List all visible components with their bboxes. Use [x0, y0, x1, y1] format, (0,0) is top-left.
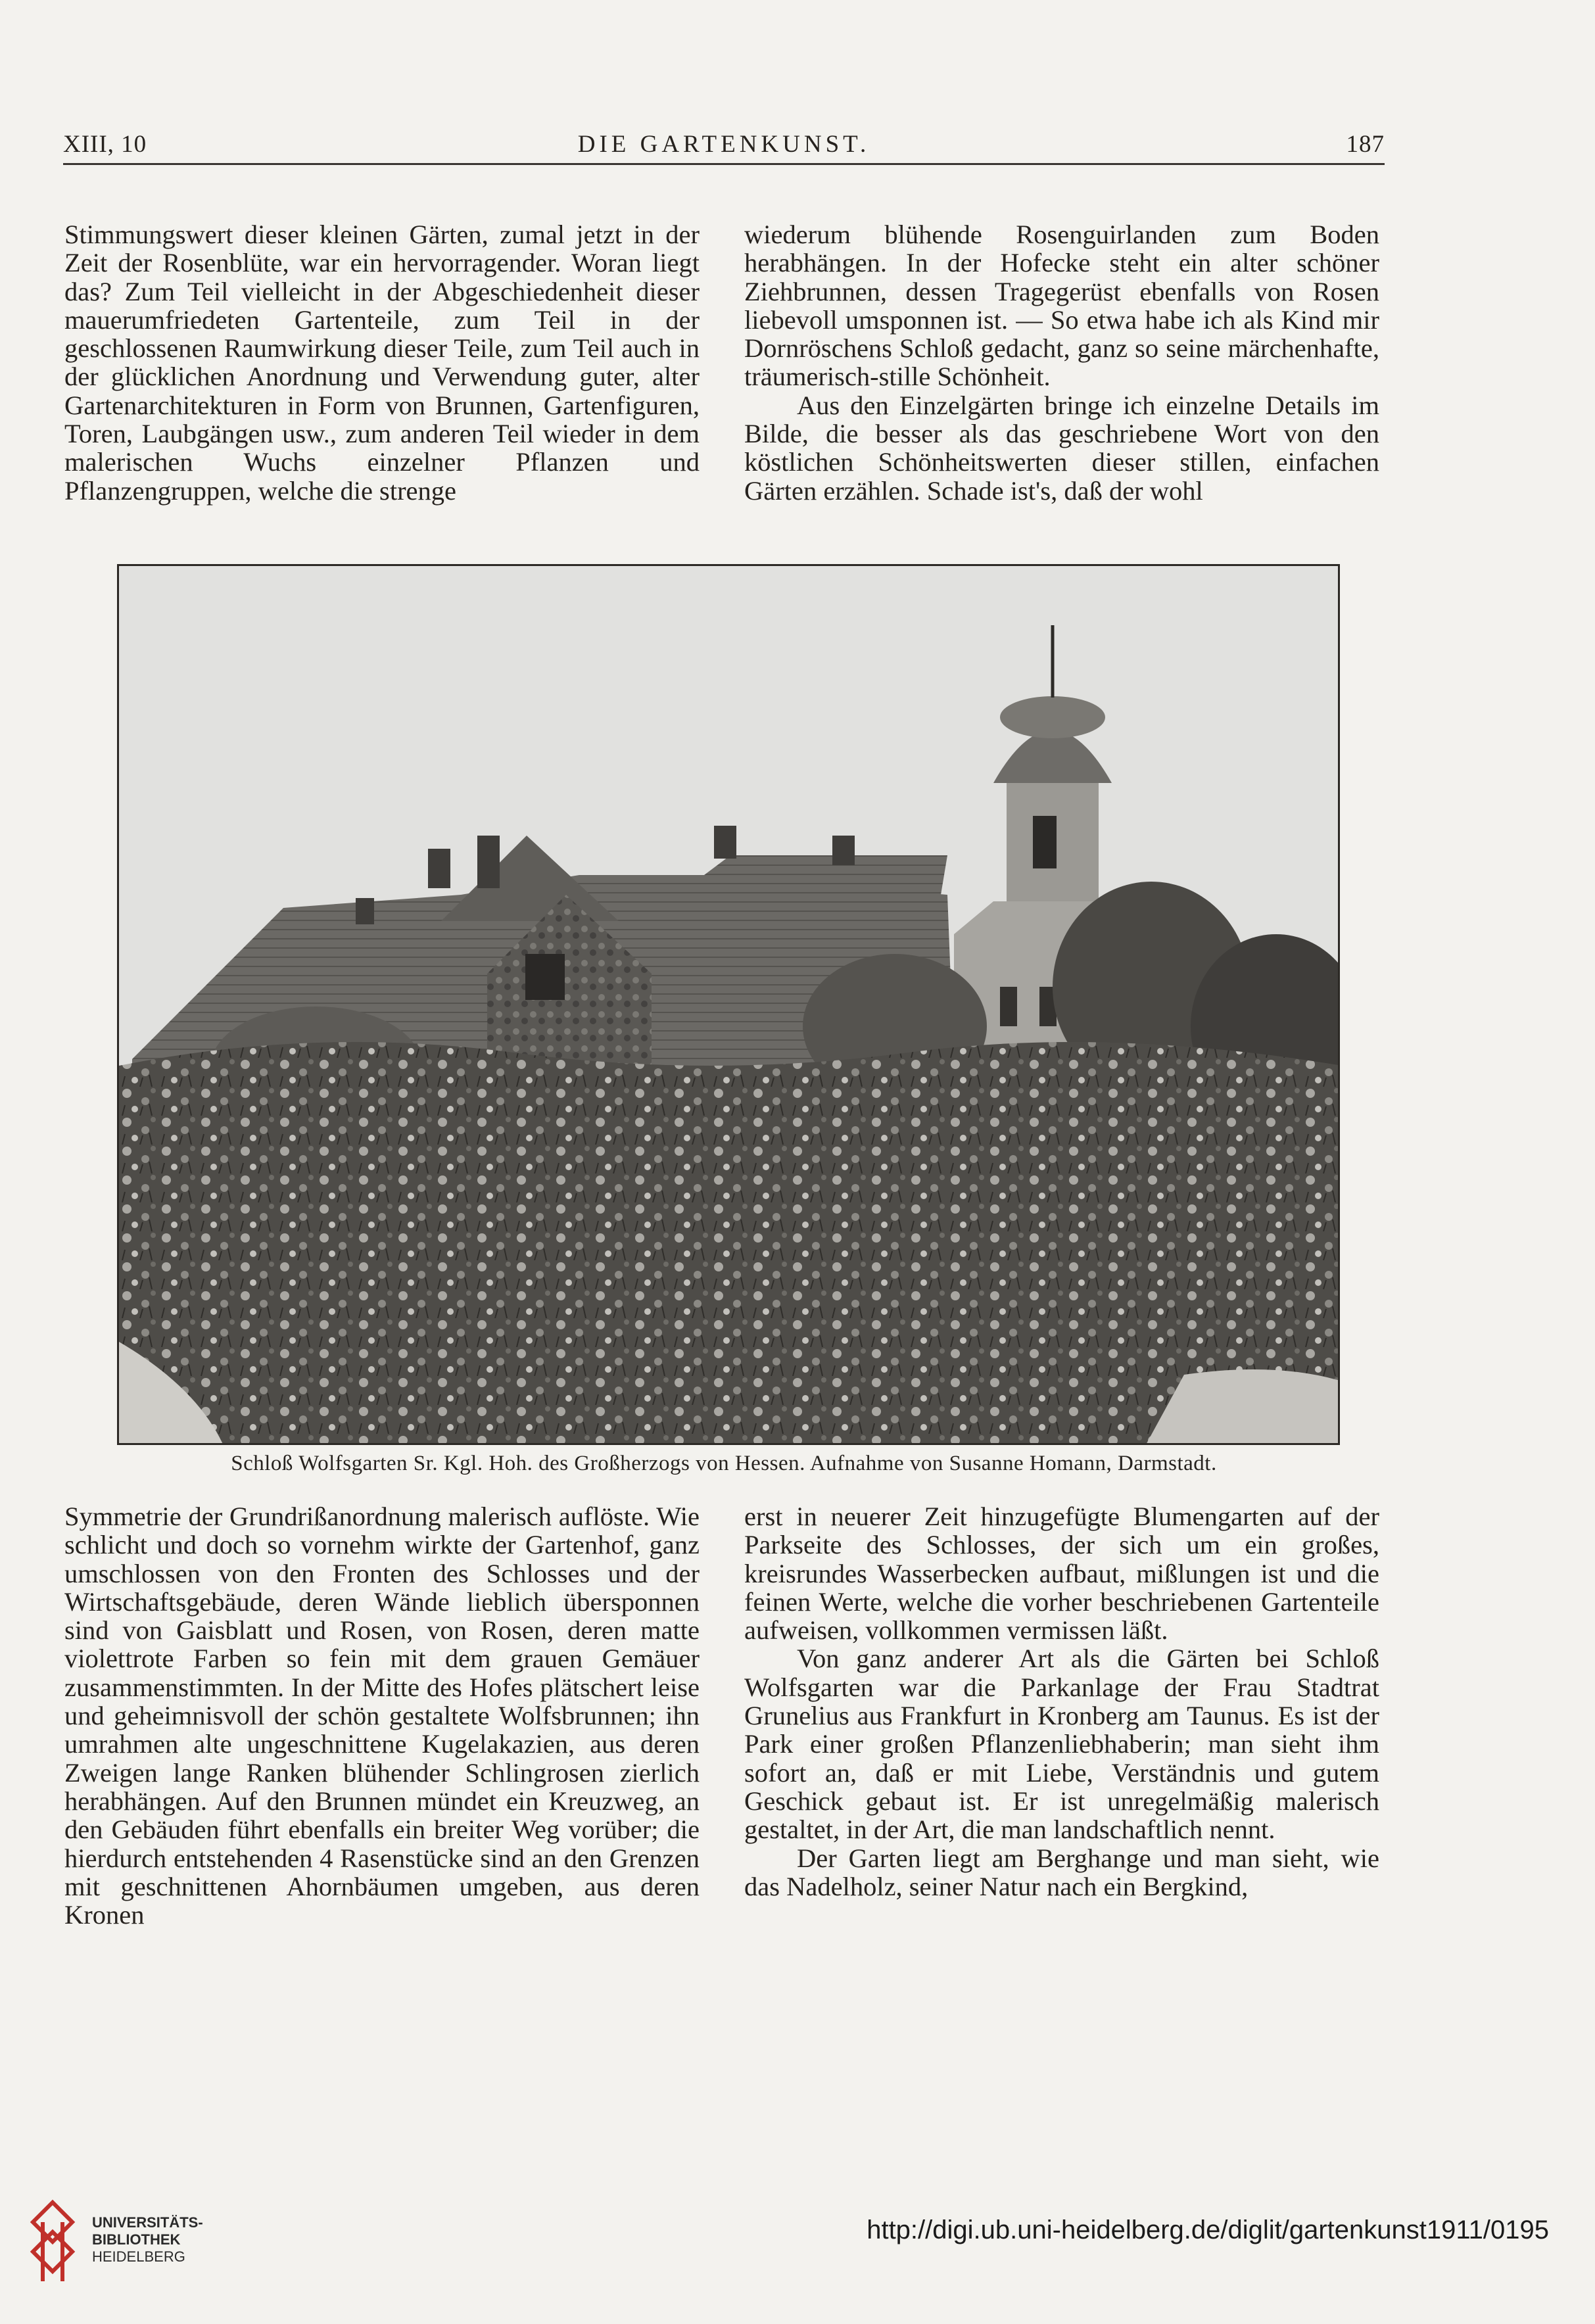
paragraph: Der Garten liegt am Berghange und man sieht, wie das Nadelholz, seiner Natur nach ein Bergkind, [744, 1843, 1379, 1901]
source-url-link[interactable]: http://digi.ub.uni-heidelberg.de/diglit/gartenkunst1911/0195 [867, 2216, 1549, 2244]
issue-number: XIII, 10 [63, 131, 147, 158]
library-emblem-icon [26, 2196, 85, 2294]
page-number: 187 [1346, 131, 1385, 158]
running-header [63, 130, 1385, 165]
photo-illustration [119, 566, 1340, 1445]
paragraph: Stimmungswert dieser kleinen Gärten, zumal jetzt in der Zeit der Rosenblüte, war ein hervorragender. Woran liegt das? Zum Teil vielleicht in der Abgeschiedenheit dieser mauerumfriedeten Gartenteile, zum Teil in der geschlossenen Raumwirkung dieser Teile, zum Teil auch in der glücklichen Anordnung und Verwendung guter, alter Gartenarchitekturen in Form von Brunnen, Gartenfiguren, Toren, Laubgängen usw., zum anderen Teil wieder in dem malerischen Wuchs einzelner Pflanzen und Pflanzengruppen, welche die strenge [64, 220, 700, 506]
journal-title: DIE GARTENKUNST. [577, 131, 870, 158]
figure-caption: Schloß Wolfsgarten Sr. Kgl. Hoh. des Großherzogs von Hessen. Aufnahme von Susanne Homann, Darmstadt. [231, 1452, 1217, 1475]
column-bottom-left [64, 1502, 700, 1929]
library-line-3: HEIDELBERG [92, 2248, 185, 2265]
library-logo [26, 2196, 237, 2294]
library-line-2: BIBLIOTHEK [92, 2231, 181, 2248]
paragraph: Aus den Einzelgärten bringe ich einzelne Details im Bilde, die besser als das geschriebene Wort von den köstlichen Schönheitswerten dieser stillen, einfachen Gärten erzählen. Schade ist's, daß der wohl [744, 390, 1379, 506]
paragraph: Von ganz anderer Art als die Gärten bei Schloß Wolfsgarten war die Parkanlage der Frau Stadtrat Grunelius aus Frankfurt in Kronberg am Taunus. Es ist der Park einer großen Pflanzenliebhaberin; man sieht ihm sofort an, daß er mit Liebe, Verständnis und gutem Geschick gebaut ist. Er ist unregelmäßig malerisch gestaltet, in der Art, die man landschaftlich nennt. [744, 1644, 1379, 1845]
paragraph: erst in neuerer Zeit hinzugefügte Blumengarten auf der Parkseite des Schlosses, der sich um ein großes, kreisrundes Wasserbecken aufbaut, mißlungen ist und die feinen Werte, welche die vorher beschriebenen Gartenteile aufweisen, vollkommen vermissen läßt. [744, 1502, 1379, 1646]
paragraph: Symmetrie der Grundrißanordnung malerisch auflöste. Wie schlicht und doch so vornehm wirkte der Gartenhof, ganz umschlossen von den Fronten des Schlosses und der Wirtschaftsgebäude, deren Wände lieblich übersponnen sind von Gaisblatt und Rosen, von Rosen, deren matte violettrote Farben so fein mit dem grauen Gemäuer zusammenstimmten. In der Mitte des Hofes plätschert leise und geheimnisvoll der schön gestaltete Wolfsbrunnen; ihn umrahmen alte ungeschnittene Kugelakazien, aus deren Zweigen lange Ranken blühender Schlingrosen zierlich herabhängen. Auf den Brunnen mündet ein Kreuzweg, an den Gebäuden führt ebenfalls ein breiter Weg vorüber; die hierdurch entstehenden 4 Rasenstücke sind an den Grenzen mit geschnittenen Ahornbäumen umgeben, aus deren Kronen [64, 1502, 700, 1930]
paragraph: wiederum blühende Rosenguirlanden zum Boden herabhängen. In der Hofecke steht ein alter schöner Ziehbrunnen, dessen Tragegerüst ebenfalls von Rosen liebevoll umsponnen ist. — So etwa habe ich als Kind mir Dornröschens Schloß gedacht, ganz so seine märchenhafte, träumerisch-stille Schönheit. [744, 220, 1379, 392]
library-name [92, 2214, 203, 2265]
column-bottom-right [744, 1502, 1379, 1901]
column-top-left [64, 220, 700, 505]
library-line-1: UNIVERSITÄTS- [92, 2214, 203, 2231]
column-top-right [744, 220, 1379, 505]
castle-garden-photograph [117, 564, 1340, 1445]
